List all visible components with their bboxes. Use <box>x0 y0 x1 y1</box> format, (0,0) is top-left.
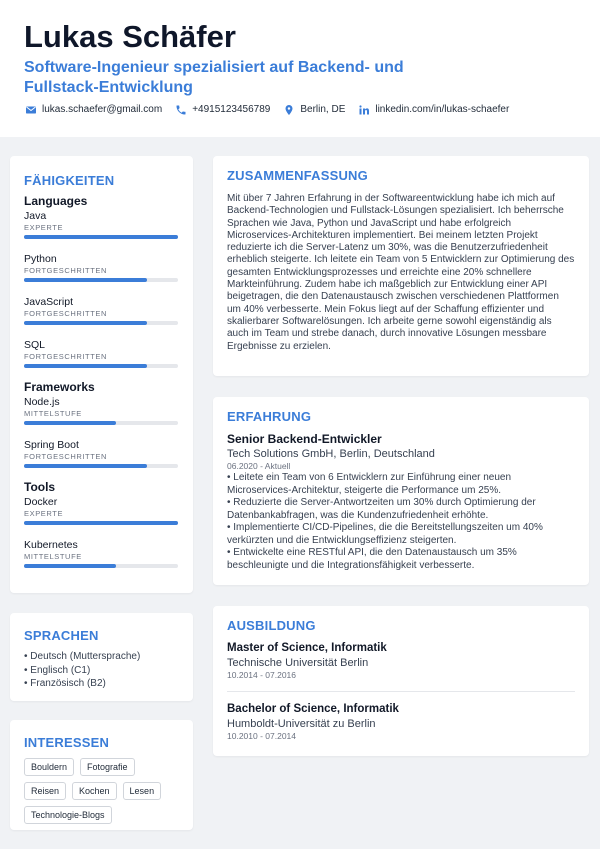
summary-heading: ZUSAMMENFASSUNG <box>227 168 368 183</box>
list-item: • Implementierte CI/CD-Pipelines, die die Bereitstellungszeiten um 40% verkürzten und die Entwicklungseffizienz steigerten. <box>227 522 543 546</box>
education-school: Technische Universität Berlin <box>227 657 369 669</box>
education-date: 10.2010 - 07.2014 <box>227 731 297 741</box>
skill-item <box>24 296 179 325</box>
skills-list <box>24 194 179 568</box>
list-item: • Entwickelte eine RESTful API, die den Datenaustausch um 35% beschleunigte und die Integrationsfähigkeit verbesserte. <box>227 547 517 571</box>
contact-email-text: lukas.schaefer@gmail.com <box>42 104 163 115</box>
languages-card <box>10 613 193 701</box>
skill-item <box>24 496 179 525</box>
skill-bar-fill <box>24 235 178 239</box>
skill-item <box>24 210 179 239</box>
contact-row <box>24 103 521 116</box>
skill-name: Kubernetes <box>24 539 78 551</box>
job-date: 06.2020 - Aktuell <box>227 461 291 471</box>
skill-bar <box>24 564 178 568</box>
candidate-title: Software-Ingenieur spezialisiert auf Backend- und Fullstack-Entwicklung <box>24 59 404 96</box>
skill-level: FORTGESCHRITTEN <box>24 352 108 361</box>
skills-card <box>10 156 193 593</box>
list-item: • Englisch (C1) <box>24 664 91 676</box>
interests-heading: INTERESSEN <box>24 735 110 750</box>
list-item: • Reduzierte die Server-Antwortzeiten um 30% durch Optimierung der Datenbankabfragen, was die Kundenzufriedenheit erhöhte. <box>227 497 536 521</box>
interest-tag: Reisen <box>24 782 66 800</box>
skill-bar-fill <box>24 564 116 568</box>
list-item: • Deutsch (Muttersprache) <box>24 651 141 662</box>
skill-bar <box>24 321 178 325</box>
contact-email[interactable] <box>24 103 162 116</box>
education-date: 10.2014 - 07.2016 <box>227 670 297 680</box>
skill-bar <box>24 421 178 425</box>
candidate-name: Lukas Schäfer <box>24 19 236 54</box>
skill-group-title: Tools <box>24 480 56 494</box>
experience-card <box>213 397 589 585</box>
interest-tag: Bouldern <box>24 758 74 776</box>
skill-level: EXPERTE <box>24 509 64 518</box>
education-heading: AUSBILDUNG <box>227 618 316 633</box>
skill-bar <box>24 235 178 239</box>
summary-card <box>213 156 589 376</box>
job-company: Tech Solutions GmbH, Berlin, Deutschland <box>227 448 435 460</box>
location-icon <box>282 103 295 116</box>
skill-group-title: Languages <box>24 194 88 208</box>
skill-bar <box>24 364 178 368</box>
skill-item <box>24 439 179 468</box>
education-degree: Bachelor of Science, Informatik <box>227 703 399 715</box>
job-role: Senior Backend-Entwickler <box>227 432 382 446</box>
skill-item <box>24 539 179 568</box>
skill-name: Node.js <box>24 396 60 408</box>
summary-text: Mit über 7 Jahren Erfahrung in der Softwareentwicklung habe ich mich auf Backend-Technologien und Fullstack-Lösungen spezialisiert. Ich beherrsche Sprachen wie Java, Python und JavaScript und habe erfolgreich Microservices-Architekturen implementiert. Bei meinem letzten Projekt reduzierte ich die Server-Latenz um 30%, was die Benutzerzufriedenheit erheblich steigerte. Ich leitete ein Team von 5 Entwicklern zur Optimierung des gesamten Entwicklungsprozesses und erreichte eine 20% schnellere Markteinführung. Zudem habe ich maßgeblich zur Entwicklung einer API beigetragen, die den Datenaustausch zwischen verschiedenen Plattformen um 40% verbesserte. Mein Fokus liegt auf der Schaffung effizienter und skalierbarer Softwarelösungen. Ich arbeite gerne sowohl eigenständig als auch im Team und strebe danach, durch innovative Lösungen messbare Ergebnisse zu erzielen. <box>227 193 575 352</box>
interests-card <box>10 720 193 830</box>
divider <box>227 691 575 692</box>
linkedin-icon <box>357 103 370 116</box>
skill-name: JavaScript <box>24 296 74 308</box>
skill-bar-fill <box>24 421 116 425</box>
skill-level: MITTELSTUFE <box>24 409 82 418</box>
skill-level: EXPERTE <box>24 223 64 232</box>
skill-bar <box>24 464 178 468</box>
skill-group-title: Frameworks <box>24 380 95 394</box>
contact-linkedin-text: linkedin.com/in/lukas-schaefer <box>375 104 510 115</box>
skill-level: MITTELSTUFE <box>24 552 82 561</box>
job-bullets <box>227 472 575 572</box>
education-degree: Master of Science, Informatik <box>227 642 387 654</box>
skill-level: FORTGESCHRITTEN <box>24 309 108 318</box>
education-entry <box>227 641 575 681</box>
skill-name: SQL <box>24 339 46 351</box>
languages-list <box>24 650 179 691</box>
skill-bar <box>24 521 178 525</box>
list-item: • Leitete ein Team von 6 Entwicklern zur Einführung einer neuen Microservices-Architektur, steigerte die Performance um 25%. <box>227 472 512 496</box>
skill-item <box>24 339 179 368</box>
skill-name: Java <box>24 210 47 222</box>
contact-phone[interactable] <box>174 103 270 116</box>
education-card <box>213 606 589 756</box>
education-school: Humboldt-Universität zu Berlin <box>227 718 376 730</box>
mail-icon <box>24 103 37 116</box>
interest-tag: Lesen <box>123 782 162 800</box>
skill-item <box>24 253 179 282</box>
skills-heading: FÄHIGKEITEN <box>24 173 115 188</box>
skill-item <box>24 396 179 425</box>
skill-bar-fill <box>24 521 178 525</box>
interest-tag: Technologie-Blogs <box>24 806 112 824</box>
contact-location-text: Berlin, DE <box>300 104 346 115</box>
contact-linkedin[interactable] <box>357 103 509 116</box>
list-item: • Französisch (B2) <box>24 678 106 689</box>
skill-bar-fill <box>24 364 147 368</box>
education-entry <box>227 702 575 742</box>
skill-level: FORTGESCHRITTEN <box>24 266 108 275</box>
skill-level: FORTGESCHRITTEN <box>24 452 108 461</box>
phone-icon <box>174 103 187 116</box>
skill-bar-fill <box>24 464 147 468</box>
interest-tag: Fotografie <box>80 758 135 776</box>
contact-location <box>282 103 345 116</box>
interest-tag: Kochen <box>72 782 117 800</box>
interests-tags <box>24 758 174 824</box>
experience-heading: ERFAHRUNG <box>227 409 312 424</box>
resume-header <box>0 0 600 137</box>
skill-name: Python <box>24 253 57 265</box>
contact-phone-text: +4915123456789 <box>192 104 271 115</box>
skill-bar-fill <box>24 278 147 282</box>
skill-bar <box>24 278 178 282</box>
skill-name: Docker <box>24 496 58 508</box>
skill-bar-fill <box>24 321 147 325</box>
languages-heading: SPRACHEN <box>24 628 99 643</box>
skill-name: Spring Boot <box>24 439 79 451</box>
